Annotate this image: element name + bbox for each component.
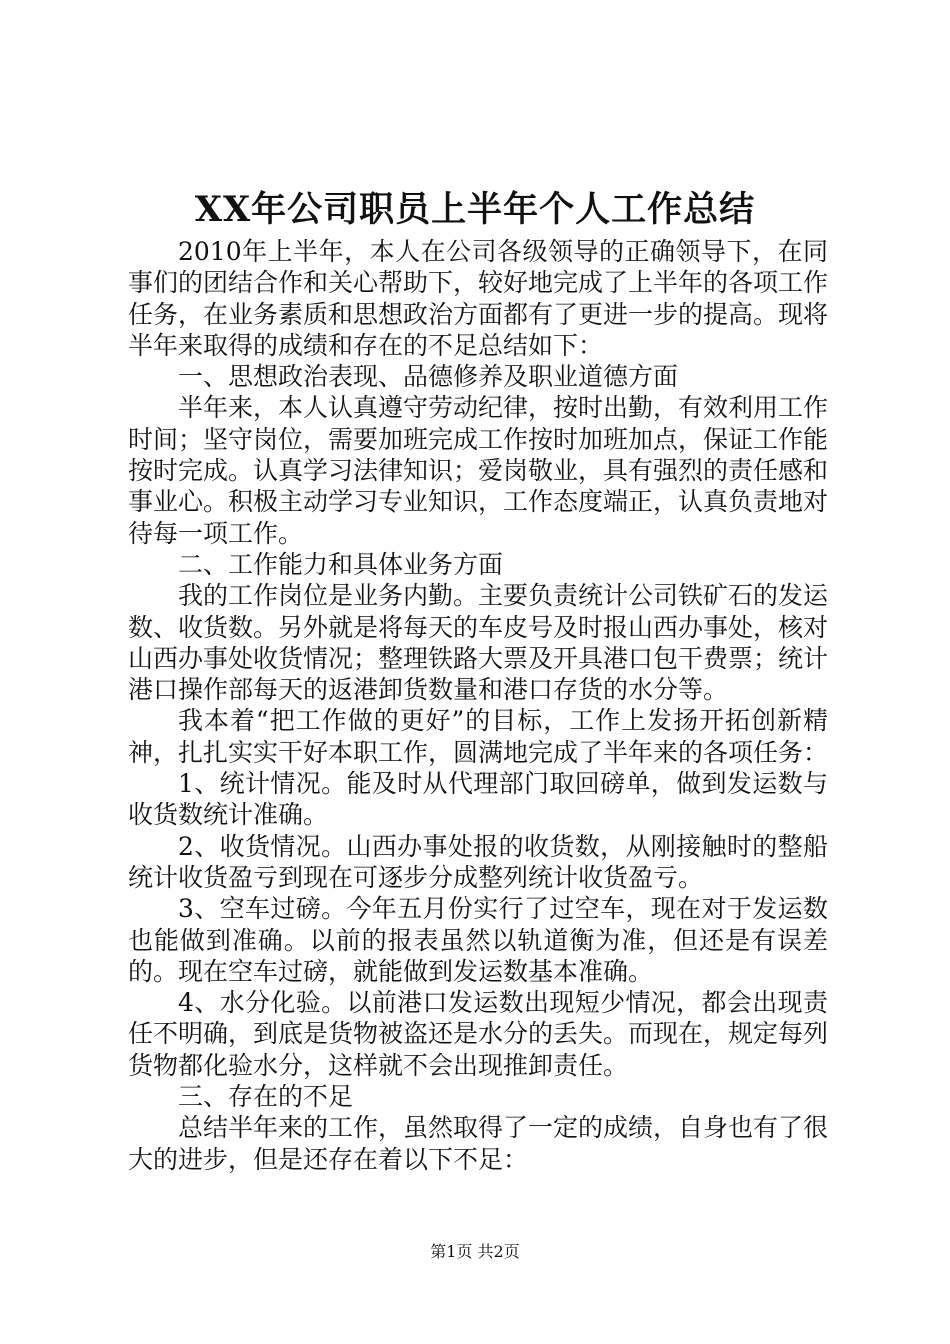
list-item: 1、统计情况。能及时从代理部门取回磅单，做到发运数与收货数统计准确。 [128, 769, 828, 830]
document-title: XX年公司职员上半年个人工作总结 [194, 189, 756, 230]
list-item: 3、空车过磅。今年五月份实行了过空车，现在对于发运数也能做到准确。以前的报表虽然以轨道衡为准，但还是有误差的。现在空车过磅，就能做到发运数基本准确。 [128, 894, 828, 986]
page-number-footer: 第1页 共2页 [430, 1242, 520, 1261]
document-body [128, 236, 828, 1175]
list-item: 2、收货情况。山西办事处报的收货数，从刚接触时的整船统计收货盈亏到现在可逐步分成整列统计收货盈亏。 [128, 831, 828, 892]
section-heading-3: 三、存在的不足 [178, 1082, 354, 1112]
section-heading-1: 一、思想政治表现、品德修养及职业道德方面 [178, 362, 679, 392]
body-paragraph: 我本着“把工作做的更好”的目标，工作上发扬开拓创新精神，扎扎实实干好本职工作，圆满地完成了半年来的各项任务： [128, 706, 829, 767]
body-paragraph: 半年来，本人认真遵守劳动纪律，按时出勤，有效利用工作时间；坚守岗位，需要加班完成工作按时加班加点，保证工作能按时完成。认真学习法律知识；爱岗敬业，具有强烈的责任感和事业心。积极主动学习专业知识，工作态度端正，认真负责地对待每一项工作。 [128, 393, 829, 548]
list-item: 4、水分化验。以前港口发运数出现短少情况，都会出现责任不明确，到底是货物被盗还是水分的丢失。而现在，规定每列货物都化验水分，这样就不会出现推卸责任。 [128, 988, 829, 1080]
body-paragraph: 总结半年来的工作，虽然取得了一定的成绩，自身也有了很大的进步，但是还存在着以下不足： [128, 1113, 829, 1174]
intro-paragraph: 2010年上半年，本人在公司各级领导的正确领导下，在同事们的团结合作和关心帮助下，较好地完成了上半年的各项工作任务，在业务素质和思想政治方面都有了更进一步的提高。现将半年来取得的成绩和存在的不足总结如下： [128, 237, 829, 360]
body-paragraph: 我的工作岗位是业务内勤。主要负责统计公司铁矿石的发运数、收货数。另外就是将每天的车皮号及时报山西办事处，核对山西办事处收货情况；整理铁路大票及开具港口包干费票；统计港口操作部每天的返港卸货数量和港口存货的水分等。 [128, 581, 829, 705]
section-heading-2: 二、工作能力和具体业务方面 [178, 549, 504, 579]
